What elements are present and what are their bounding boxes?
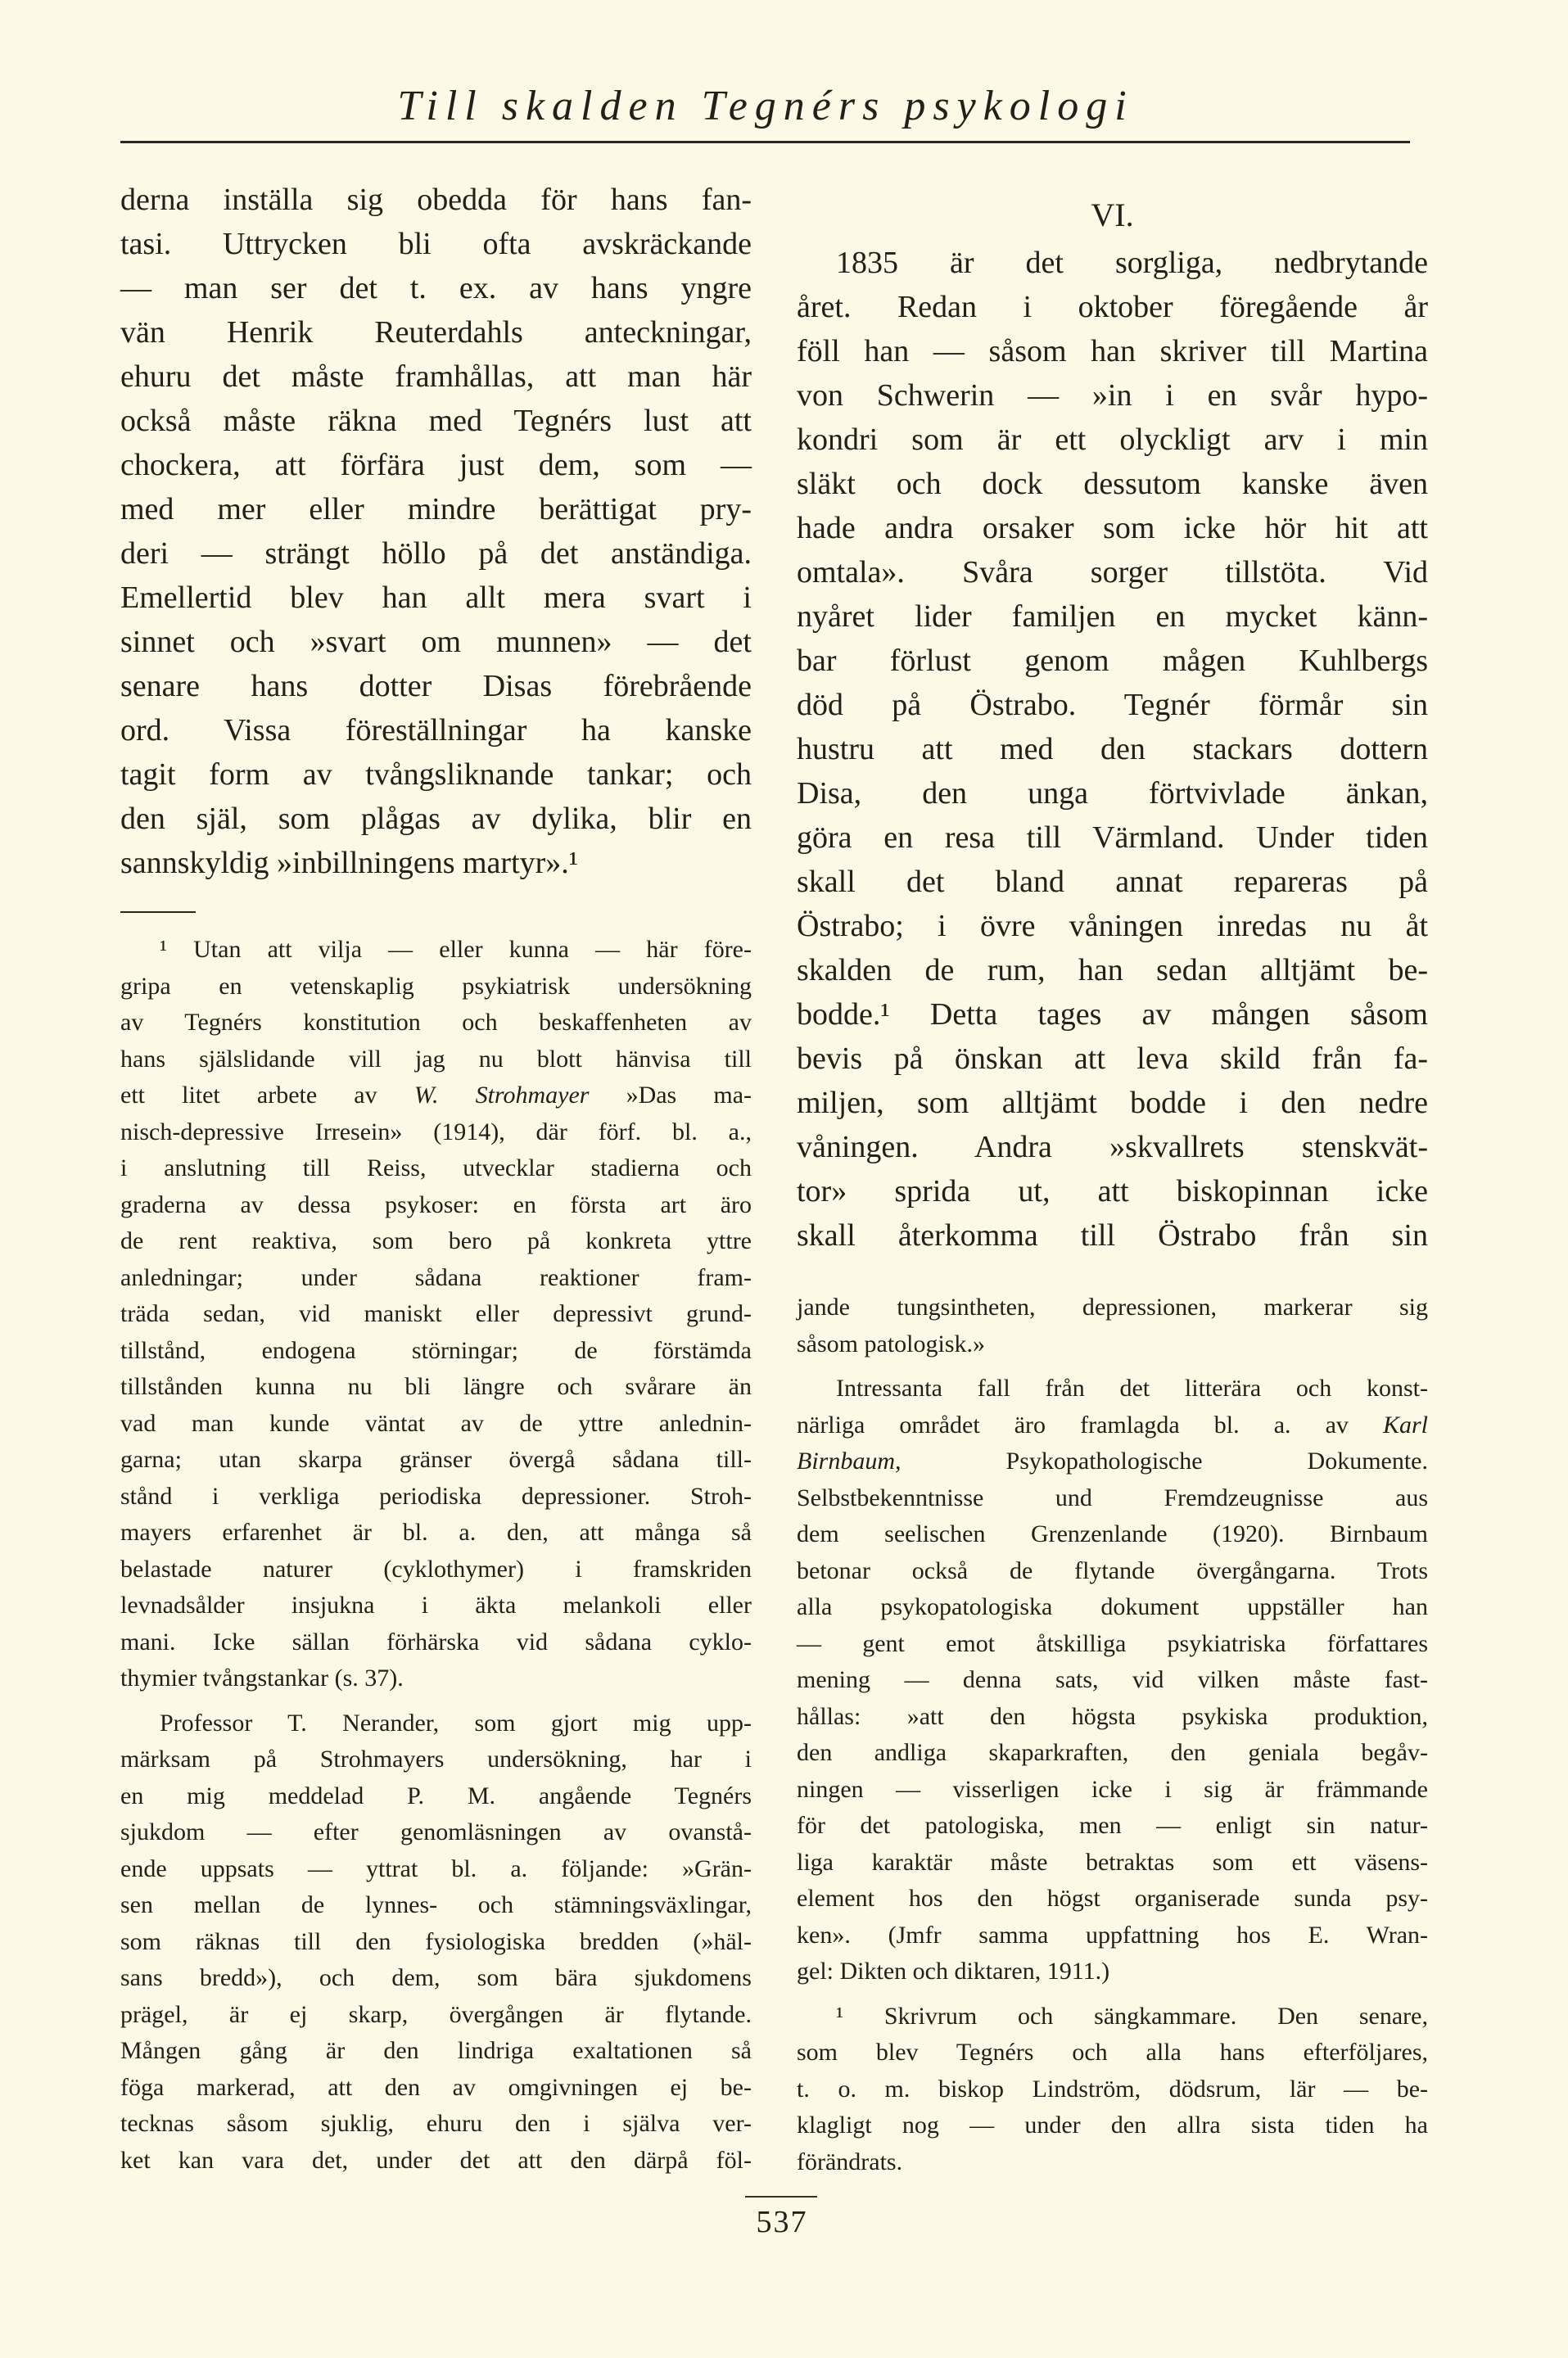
- page-number-rule: [745, 2196, 817, 2198]
- text-line: ett litet arbete av W. Strohmayer »Das ma-: [120, 1082, 752, 1109]
- text-line: stånd i verkliga periodiska depressioner. Stroh-: [120, 1482, 752, 1510]
- text-line: den andliga skaparkraften, den geniala begåv-: [797, 1739, 1428, 1766]
- text-line: bodde.¹ Detta tages av mången såsom: [797, 997, 1428, 1032]
- text-line: derna inställa sig obedda för hans fan-: [120, 183, 752, 217]
- text-line: Mången gång är den lindriga exaltationen så: [120, 2037, 752, 2064]
- text-line: Disa, den unga förtvivlade änkan,: [797, 776, 1428, 811]
- text-line: tasi. Uttrycken bli ofta avskräckande: [120, 227, 752, 261]
- text-line: sans bredd»), och dem, som bära sjukdomens: [120, 1964, 752, 1991]
- text-line: liga karaktär måste betraktas som ett väsens-: [797, 1848, 1428, 1876]
- left-column-body: [120, 178, 752, 885]
- text-line: av Tegnérs konstitution och beskaffenheten av: [120, 1009, 752, 1036]
- text-line: Intressanta fall från det litterära och konst-: [836, 1375, 1428, 1402]
- text-line: anledningar; under sådana reaktioner fram-: [120, 1263, 752, 1291]
- running-header: Till skalden Tegnérs psykologi: [397, 83, 1134, 129]
- text-line: ¹ Utan att vilja — eller kunna — här före-: [160, 936, 752, 963]
- left-column-footnotes: [120, 932, 752, 2179]
- text-line: vän Henrik Reuterdahls anteckningar,: [120, 315, 752, 350]
- text-line: tillstånd, endogena störningar; de förstämda: [120, 1336, 752, 1364]
- text-line: den själ, som plågas av dylika, blir en: [120, 802, 752, 836]
- text-line: Selbstbekenntnisse und Fremdzeugnisse aus: [797, 1484, 1428, 1511]
- text-line: förändrats.: [797, 2148, 903, 2175]
- right-column-footnotes: [797, 1290, 1428, 2180]
- text-line: alla psykopatologiska dokument uppställer han: [797, 1593, 1428, 1620]
- text-line: föll han — såsom han skriver till Martina: [797, 334, 1428, 368]
- text-line: släkt och dock dessutom kanske även: [797, 467, 1428, 501]
- text-line: träda sedan, vid maniskt eller depressivt grund-: [120, 1300, 752, 1327]
- text-line: hans själslidande vill jag nu blott hänvisa till: [120, 1045, 752, 1073]
- text-line: Östrabo; i övre våningen inredas nu åt: [797, 909, 1428, 943]
- text-line: Professor T. Nerander, som gjort mig upp-: [160, 1709, 752, 1737]
- text-line: Birnbaum, Psykopathologische Dokumente.: [797, 1448, 1428, 1475]
- text-line: hållas: »att den högsta psykiska produktion,: [797, 1702, 1428, 1730]
- text-line: för det patologiska, men — enligt sin natur-: [797, 1812, 1428, 1839]
- text-line: chockera, att förfära just dem, som —: [120, 448, 752, 482]
- text-line: sen mellan de lynnes- och stämningsväxlingar,: [120, 1891, 752, 1918]
- text-line: såsom patologisk.»: [797, 1330, 985, 1357]
- text-line: tecknas såsom sjuklig, ehuru den i själva ver-: [120, 2110, 752, 2137]
- text-line: tor» sprida ut, att biskopinnan icke: [797, 1174, 1428, 1208]
- text-line: prägel, är ej skarp, övergången är flytande.: [120, 2000, 752, 2028]
- text-line: — gent emot åtskilliga psykiatriska författares: [797, 1629, 1428, 1657]
- text-line: året. Redan i oktober föregående år: [797, 290, 1428, 324]
- text-line: hustru att med den stackars dottern: [797, 732, 1428, 766]
- text-line: ket kan vara det, under det att den därpå föl-: [120, 2146, 752, 2174]
- text-line: hade andra orsaker som icke hör hit att: [797, 511, 1428, 545]
- text-line: skall det bland annat repareras på: [797, 865, 1428, 899]
- text-line: bar förlust genom mågen Kuhlbergs: [797, 644, 1428, 678]
- text-line: sinnet och »svart om munnen» — det: [120, 625, 752, 659]
- italic-name: W. Strohmayer: [413, 1082, 590, 1109]
- text-line: — man ser det t. ex. av hans yngre: [120, 271, 752, 305]
- text-line: mayers erfarenhet är bl. a. den, att många så: [120, 1519, 752, 1546]
- text-line: nisch-depressive Irresein» (1914), där förf. bl. a.,: [120, 1118, 752, 1145]
- text-line: garna; utan skarpa gränser övergå sådana till-: [120, 1446, 752, 1473]
- text-line: mani. Icke sällan förhärska vid sådana cyklo-: [120, 1628, 752, 1656]
- text-line: föga markerad, att den av omgivningen ej be-: [120, 2073, 752, 2101]
- text-line: också måste räkna med Tegnérs lust att: [120, 404, 752, 438]
- text-line: gripa en vetenskaplig psykiatrisk undersökning: [120, 972, 752, 1000]
- text-line: t. o. m. biskop Lindström, dödsrum, lär — be-: [797, 2075, 1428, 2103]
- text-line: thymier tvångstankar (s. 37).: [120, 1665, 404, 1692]
- text-line: skall återkomma till Östrabo från sin: [797, 1218, 1428, 1253]
- header-rule: [120, 141, 1410, 143]
- italic-name: Birnbaum,: [797, 1448, 901, 1475]
- right-column-body: [797, 241, 1428, 1258]
- text-line: närliga området äro framlagda bl. a. av Karl: [797, 1411, 1428, 1439]
- footnote-separator: [120, 911, 196, 913]
- text-line: omtala». Svåra sorger tillstöta. Vid: [797, 555, 1428, 590]
- text-line: graderna av dessa psykoser: en första art äro: [120, 1190, 752, 1218]
- text-line: ningen — visserligen icke i sig är främmande: [797, 1775, 1428, 1803]
- text-line: vad man kunde väntat av de yttre anlednin-: [120, 1409, 752, 1437]
- text-line: som blev Tegnérs och alla hans efterföljares,: [797, 2039, 1428, 2066]
- text-line: mening — denna sats, vid vilken måste fast-: [797, 1666, 1428, 1693]
- text-line: våningen. Andra »skvallrets stenskvät-: [797, 1130, 1428, 1164]
- text-line: med mer eller mindre berättigat pry-: [120, 492, 752, 526]
- text-line: tillstånden kunna nu bli längre och svårare än: [120, 1373, 752, 1400]
- text-line: von Schwerin — »in i en svår hypo-: [797, 378, 1428, 413]
- text-line: belastade naturer (cyklothymer) i framskriden: [120, 1555, 752, 1583]
- text-line: klagligt nog — under den allra sista tiden ha: [797, 2112, 1428, 2139]
- text-line: tagit form av tvångsliknande tankar; och: [120, 757, 752, 792]
- text-line: bevis på önskan att leva skild från fa-: [797, 1041, 1428, 1076]
- text-line: skalden de rum, han sedan alltjämt be-: [797, 953, 1428, 987]
- text-line: gel: Dikten och diktaren, 1911.): [797, 1958, 1110, 1985]
- text-line: ken». (Jmfr samma uppfattning hos E. Wran-: [797, 1921, 1428, 1949]
- text-line: märksam på Strohmayers undersökning, har i: [120, 1746, 752, 1773]
- text-line: sannskyldig »inbillningens martyr».¹: [120, 846, 579, 880]
- text-line: ¹ Skrivrum och sängkammare. Den senare,: [836, 2002, 1428, 2030]
- text-line: deri — strängt höllo på det anständiga.: [120, 536, 752, 571]
- text-line: göra en resa till Värmland. Under tiden: [797, 820, 1428, 855]
- text-line: 1835 är det sorgliga, nedbrytande: [836, 246, 1428, 280]
- text-line: levnadsålder insjukna i äkta melankoli eller: [120, 1592, 752, 1619]
- text-line: miljen, som alltjämt bodde i den nedre: [797, 1086, 1428, 1120]
- text-line: sjukdom — efter genomläsningen av ovanstå-: [120, 1818, 752, 1845]
- page-number: 537: [756, 2205, 808, 2239]
- text-line: de rent reaktiva, som bero på konkreta yttre: [120, 1227, 752, 1254]
- text-line: i anslutning till Reiss, utvecklar stadierna och: [120, 1154, 752, 1181]
- text-line: död på Östrabo. Tegnér förmår sin: [797, 688, 1428, 722]
- text-line: ehuru det måste framhållas, att man här: [120, 359, 752, 394]
- text-line: som räknas till den fysiologiska bredden (»häl-: [120, 1927, 752, 1955]
- text-line: nyåret lider familjen en mycket känn-: [797, 599, 1428, 634]
- text-line: kondri som är ett olyckligt arv i min: [797, 422, 1428, 457]
- italic-name: Karl: [1382, 1411, 1428, 1439]
- text-line: dem seelischen Grenzenlande (1920). Birnbaum: [797, 1520, 1428, 1547]
- text-line: en mig meddelad P. M. angående Tegnérs: [120, 1782, 752, 1809]
- text-line: Emellertid blev han allt mera svart i: [120, 580, 752, 615]
- text-line: senare hans dotter Disas förebrående: [120, 669, 752, 703]
- text-line: ord. Vissa föreställningar ha kanske: [120, 713, 752, 748]
- text-line: jande tungsintheten, depressionen, markerar sig: [797, 1294, 1428, 1321]
- section-heading: VI.: [1091, 196, 1134, 233]
- text-line: element hos den högst organiserade sunda psy-: [797, 1885, 1428, 1912]
- text-line: betonar också de flytande övergångarna. Trots: [797, 1556, 1428, 1584]
- text-line: ende uppsats — yttrat bl. a. följande: »Grän-: [120, 1854, 752, 1882]
